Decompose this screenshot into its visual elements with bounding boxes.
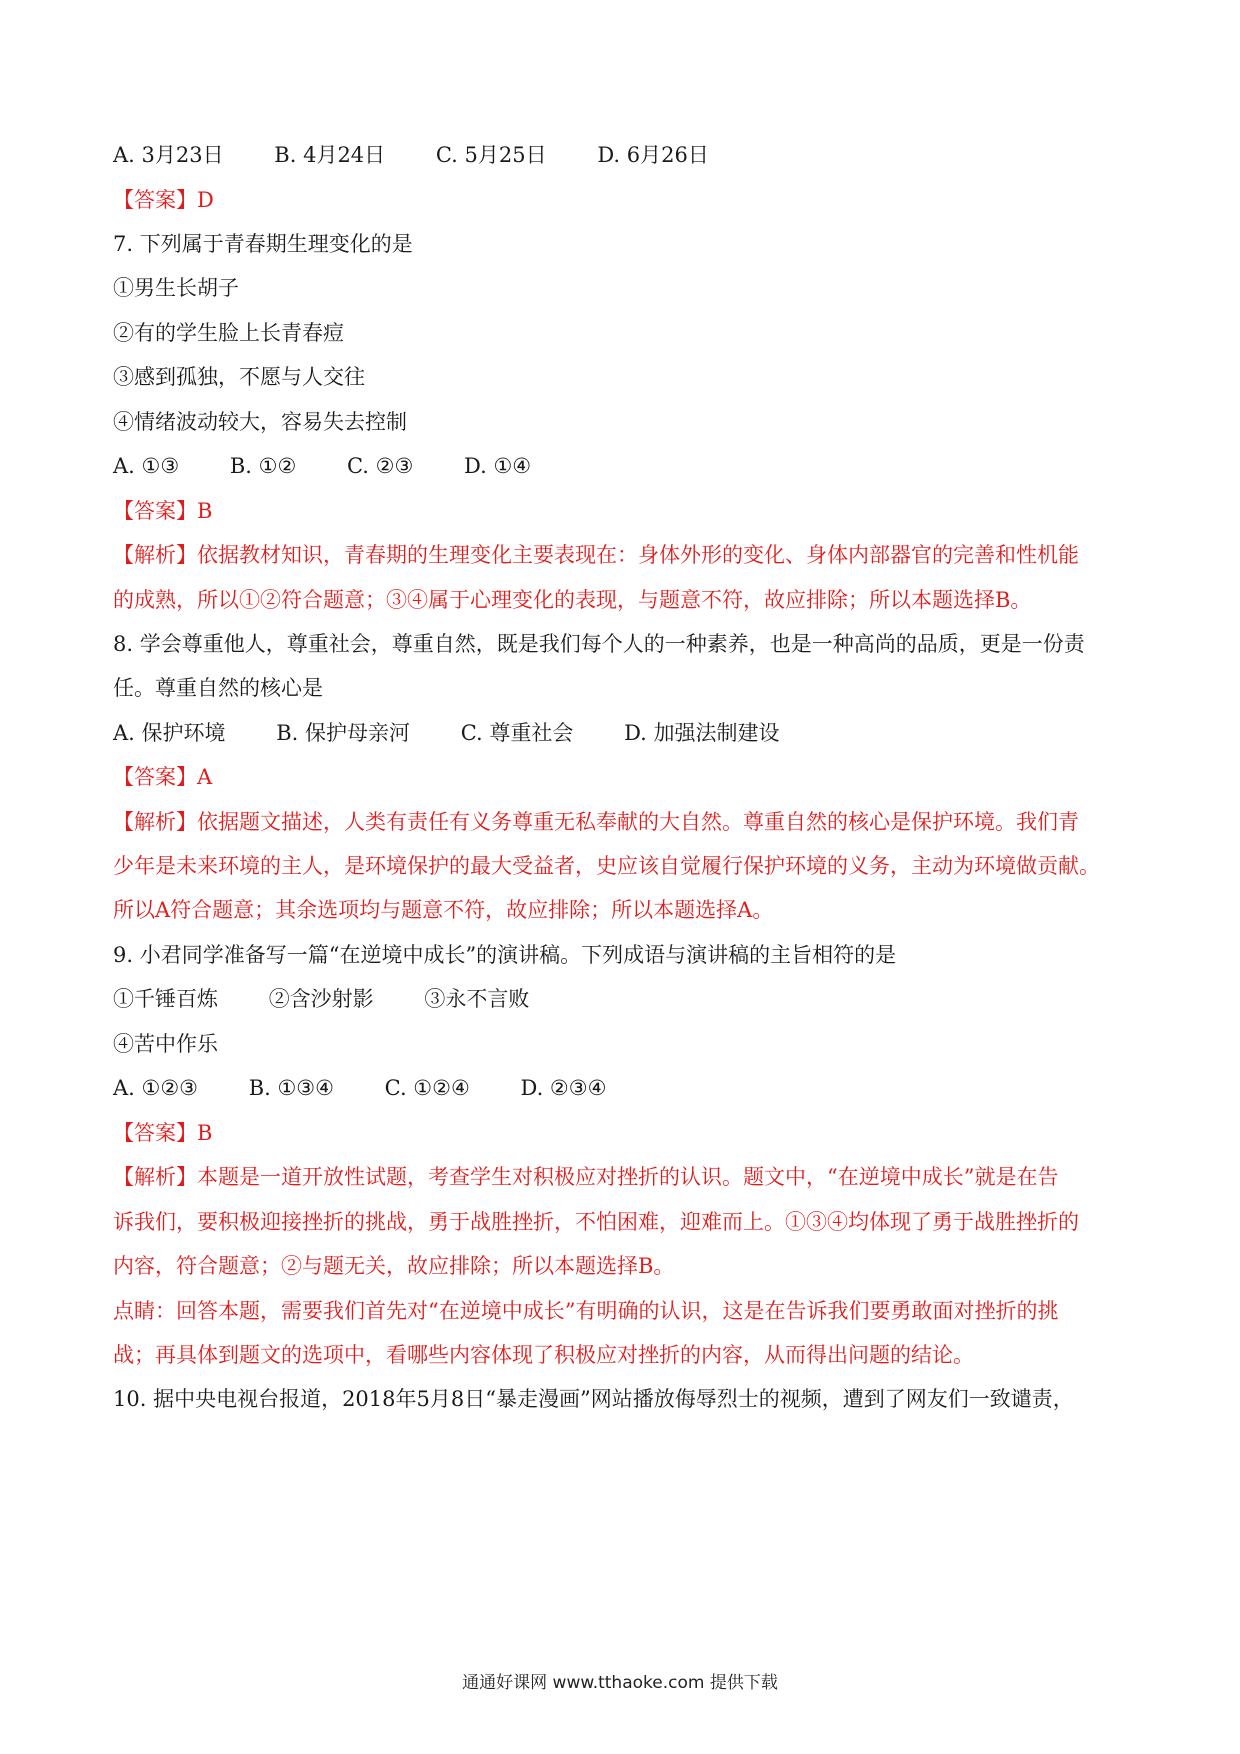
q8-answer: 【答案】A	[113, 765, 213, 789]
q6-option-c: C. 5月25日	[435, 143, 547, 167]
q10-stem: 10. 据中央电视台报道，2018年5月8日“暴走漫画”网站播放侮辱烈士的视频，遭到了网友们一致谴责，	[113, 1387, 1074, 1411]
q9-option-b: B. ①③④	[248, 1076, 334, 1100]
q9-stem: 9. 小君同学准备写一篇“在逆境中成长”的演讲稿。下列成语与演讲稿的主旨相符的是	[113, 943, 897, 967]
q9-tip-line-2: 战；再具体到题文的选项中，看哪些内容体现了积极应对挫折的内容，从而得出问题的结论。	[113, 1343, 974, 1367]
q7-stem: 7. 下列属于青春期生理变化的是	[113, 232, 413, 256]
q7-option-d: D. ①④	[464, 454, 532, 478]
q9-tip-line-1: 点睛：回答本题，需要我们首先对“在逆境中成长”有明确的认识，这是在告诉我们要勇敢面对挫折的挑	[113, 1299, 1059, 1323]
q8-analysis-line-2: 少年是未来环境的主人，是环境保护的最大受益者，史应该自觉履行保护环境的义务，主动为环境做贡献。	[113, 854, 1100, 878]
q7-options	[113, 452, 531, 480]
q9-analysis-line-1: 【解析】本题是一道开放性试题，考查学生对积极应对挫折的认识。题文中，“在逆境中成长”就是在告	[113, 1165, 1059, 1189]
q8-options	[113, 719, 780, 747]
q7-answer: 【答案】B	[113, 499, 213, 523]
q6-options	[113, 141, 709, 169]
q7-item-4: ④情绪波动较大，容易失去控制	[113, 410, 407, 434]
q7-option-c: C. ②③	[346, 454, 414, 478]
q8-analysis-line-1: 【解析】依据题文描述，人类有责任有义务尊重无私奉献的大自然。尊重自然的核心是保护环境。我们青	[113, 810, 1079, 834]
q8-analysis-line-3: 所以A符合题意；其余选项均与题意不符，故应排除；所以本题选择A。	[113, 898, 774, 922]
q9-analysis-line-2: 诉我们，要积极迎接挫折的挑战，勇于战胜挫折，不怕困难，迎难而上。①③④均体现了勇于战胜挫折的	[113, 1210, 1079, 1234]
q9-answer: 【答案】B	[113, 1121, 213, 1145]
q6-option-d: D. 6月26日	[597, 143, 709, 167]
q7-option-a: A. ①③	[113, 454, 180, 478]
q8-stem-line-1: 8. 学会尊重他人，尊重社会，尊重自然，既是我们每个人的一种素养，也是一种高尚的品质，更是一份责	[113, 632, 1085, 656]
q9-item-4: ④苦中作乐	[113, 1032, 218, 1056]
q9-items-row	[113, 985, 529, 1013]
q8-option-d: D. 加强法制建设	[624, 721, 780, 745]
q8-option-a: A. 保护环境	[113, 721, 226, 745]
q7-option-b: B. ①②	[229, 454, 297, 478]
q8-stem-line-2: 任。尊重自然的核心是	[113, 676, 323, 700]
q9-item-2: ②含沙射影	[268, 987, 374, 1011]
q7-analysis-line-2: 的成熟，所以①②符合题意；③④属于心理变化的表现，与题意不符，故应排除；所以本题选择B。	[113, 588, 1032, 612]
q9-option-a: A. ①②③	[113, 1076, 198, 1100]
q8-option-c: C. 尊重社会	[460, 721, 574, 745]
q6-answer: 【答案】D	[113, 188, 214, 212]
q7-item-2: ②有的学生脸上长青春痘	[113, 321, 344, 345]
q7-analysis-line-1: 【解析】依据教材知识，青春期的生理变化主要表现在：身体外形的变化、身体内部器官的完善和性机能	[113, 543, 1079, 567]
q6-option-b: B. 4月24日	[274, 143, 386, 167]
q9-analysis-line-3: 内容，符合题意；②与题无关，故应排除；所以本题选择B。	[113, 1254, 675, 1278]
q8-option-b: B. 保护母亲河	[276, 721, 411, 745]
q7-item-1: ①男生长胡子	[113, 276, 239, 300]
q7-item-3: ③感到孤独，不愿与人交往	[113, 365, 365, 389]
q9-options	[113, 1074, 606, 1102]
page-footer: 通通好课网 www.tthaoke.com 提供下载	[462, 1673, 778, 1693]
q9-item-1: ①千锤百炼	[113, 987, 218, 1011]
q9-item-3: ③永不言败	[424, 987, 530, 1011]
q9-option-c: C. ①②④	[384, 1076, 470, 1100]
q9-option-d: D. ②③④	[520, 1076, 607, 1100]
q6-option-a: A. 3月23日	[113, 143, 224, 167]
